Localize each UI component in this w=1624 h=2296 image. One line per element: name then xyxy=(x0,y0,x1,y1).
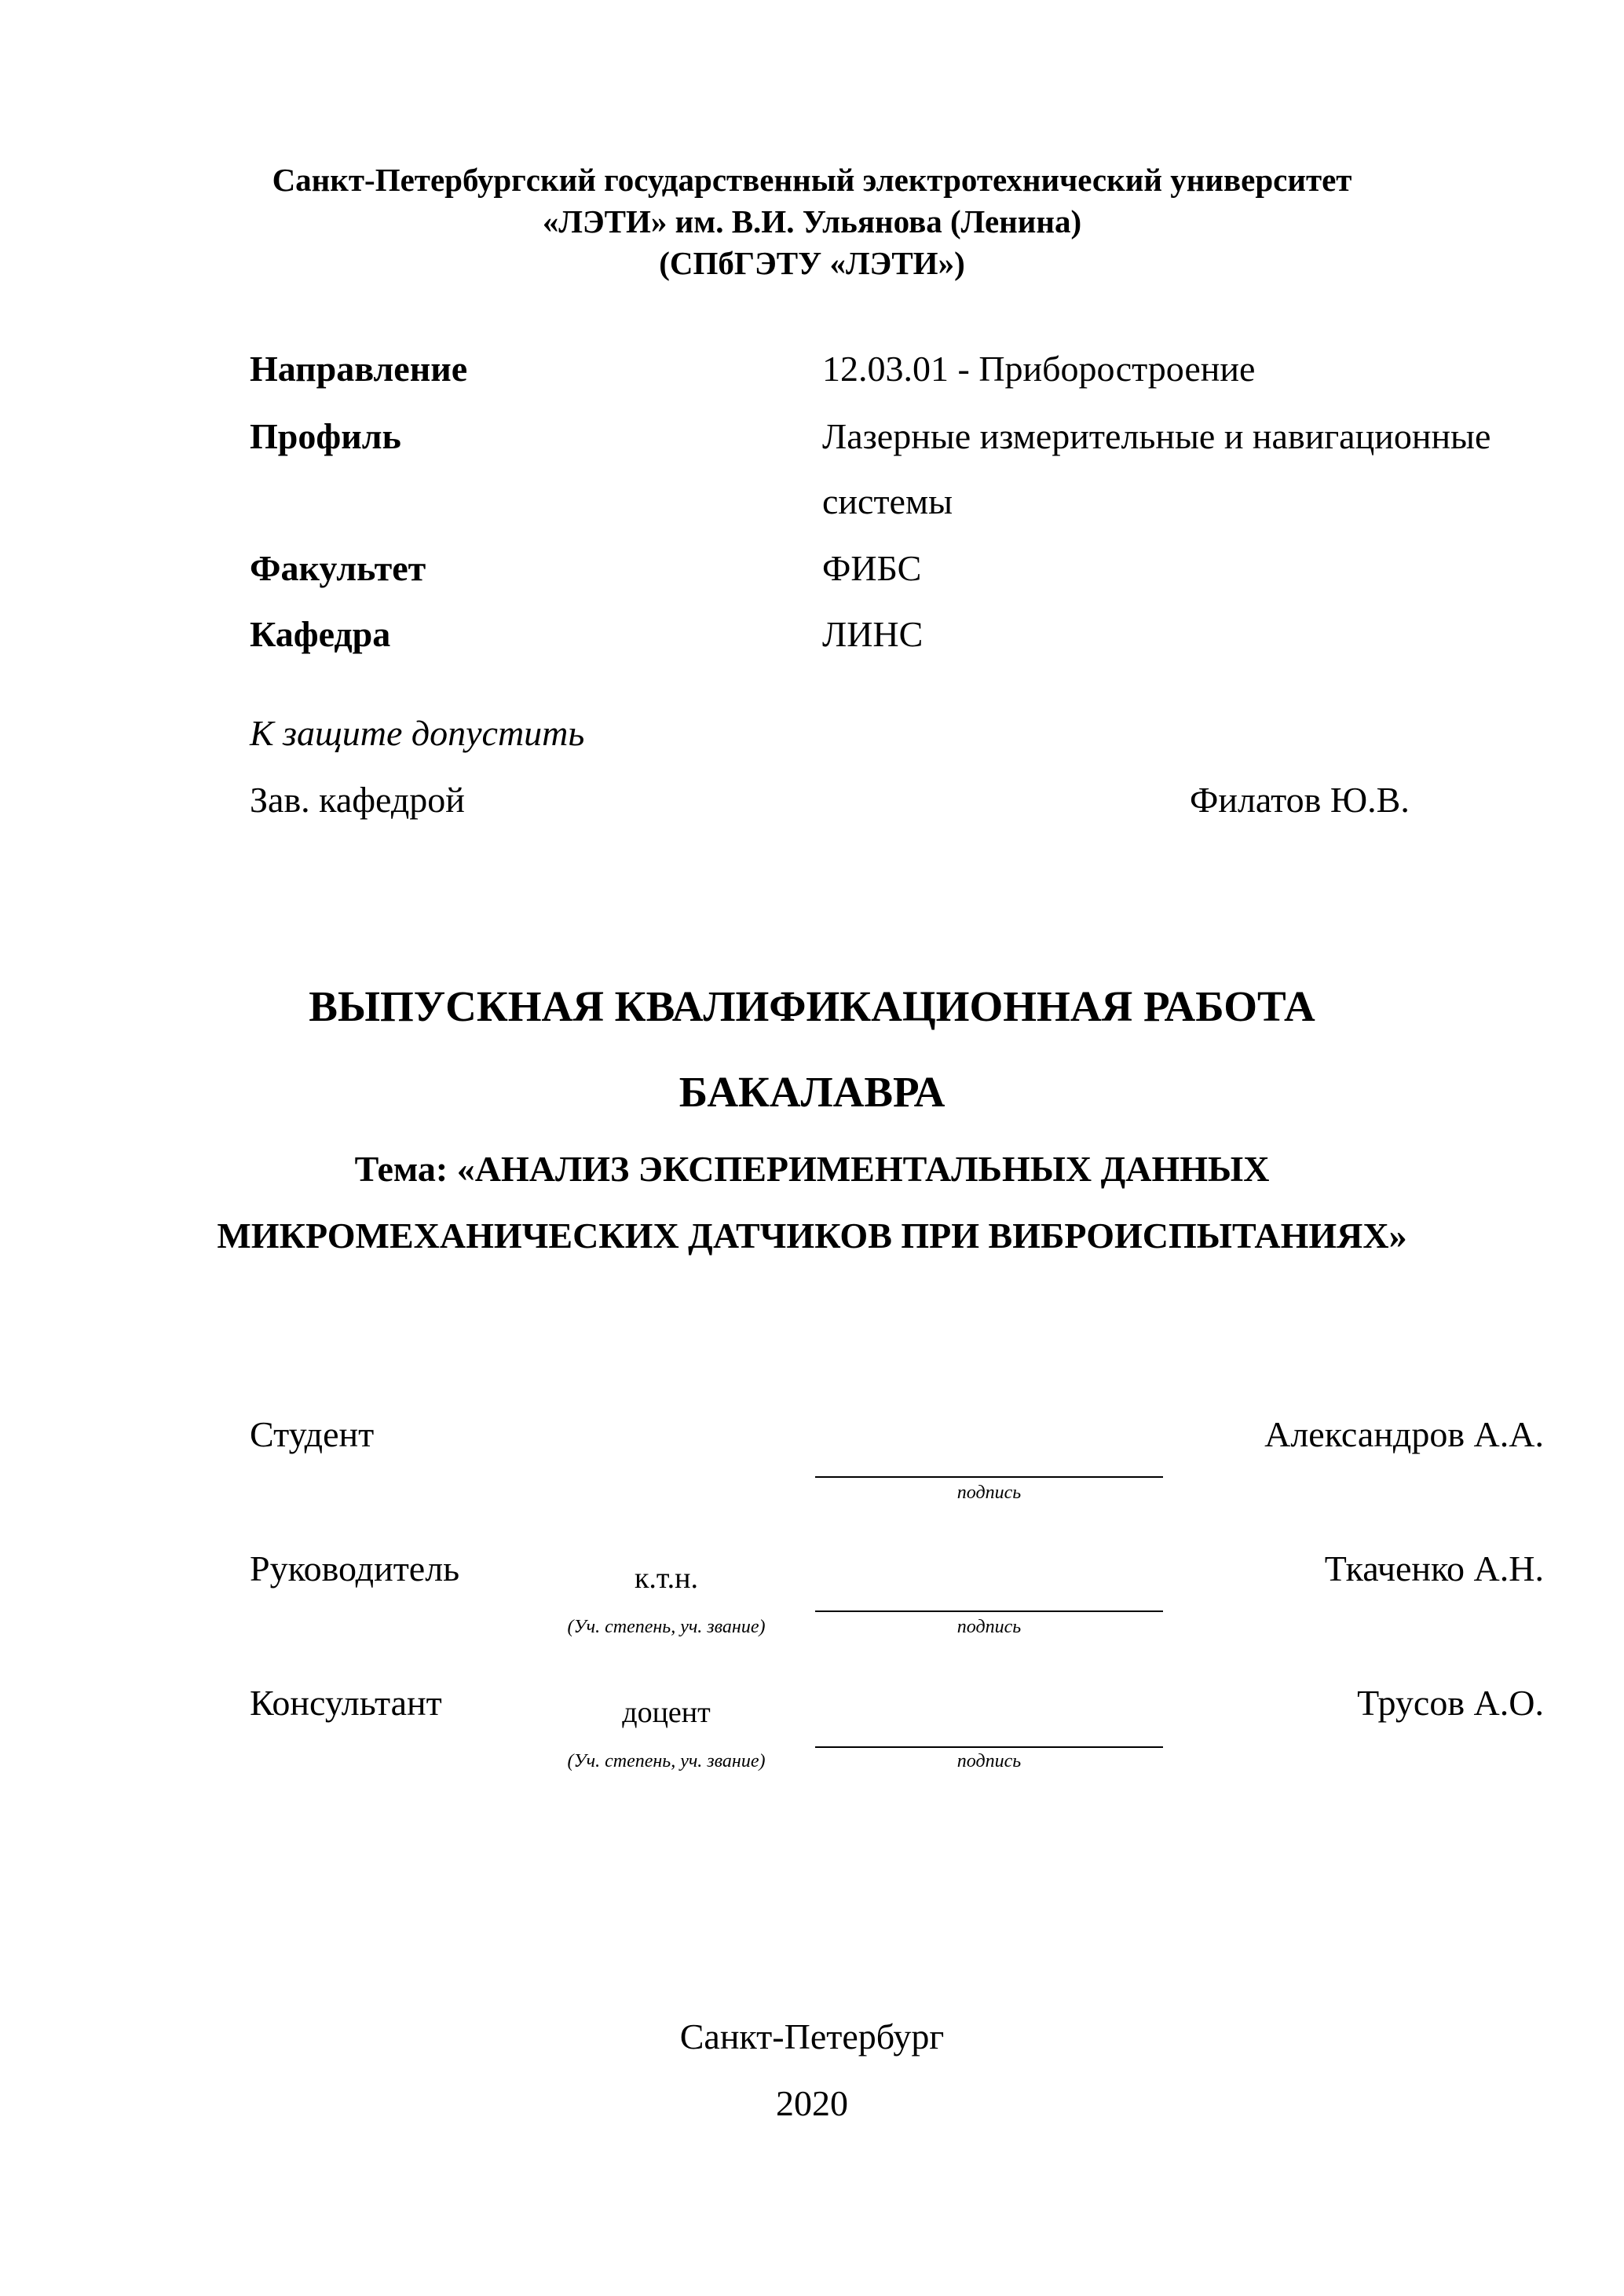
city: Санкт-Петербург xyxy=(679,2016,945,2057)
signature-caption: подпись xyxy=(956,1483,1022,1503)
signature-caption: подпись xyxy=(956,1617,1022,1637)
signature-line xyxy=(815,1610,1163,1612)
consultant-name: Трусов А.О. xyxy=(1357,1683,1544,1723)
supervisor-degree: к.т.н. xyxy=(634,1562,699,1595)
supervisor-name: Ткаченко А.Н. xyxy=(1324,1548,1544,1589)
approval-note: К защите допустить xyxy=(250,713,585,753)
university-name: Санкт-Петербургский государственный электротехнический университет xyxy=(272,162,1352,198)
direction-label: Направление xyxy=(250,349,468,389)
profile-label: Профиль xyxy=(250,416,401,456)
signature-caption: подпись xyxy=(956,1751,1022,1771)
department-value: ЛИНС xyxy=(822,614,924,654)
degree-caption: (Уч. степень, уч. звание) xyxy=(567,1617,766,1637)
approval-role: Зав. кафедрой xyxy=(250,780,465,820)
topic-line2: МИКРОМЕХАНИЧЕСКИХ ДАТЧИКОВ ПРИ ВИБРОИСПЫТАНИЯХ» xyxy=(217,1216,1407,1256)
profile-value-cont: системы xyxy=(822,481,953,521)
faculty-value: ФИБС xyxy=(822,548,922,588)
student-name: Александров А.А. xyxy=(1264,1414,1544,1454)
consultant-role: Консультант xyxy=(250,1683,442,1723)
faculty-label: Факультет xyxy=(250,548,426,588)
consultant-degree: доцент xyxy=(622,1696,711,1729)
approval-name: Филатов Ю.В. xyxy=(1190,780,1410,820)
university-name-line2: «ЛЭТИ» им. В.И. Ульянова (Ленина) xyxy=(542,203,1082,239)
title-line2: БАКАЛАВРА xyxy=(678,1068,946,1116)
department-label: Кафедра xyxy=(250,614,391,654)
year: 2020 xyxy=(776,2083,848,2123)
university-abbrev: (СПбГЭТУ «ЛЭТИ») xyxy=(659,245,965,281)
topic-line1: Тема: «АНАЛИЗ ЭКСПЕРИМЕНТАЛЬНЫХ ДАННЫХ xyxy=(354,1149,1270,1189)
student-role: Студент xyxy=(250,1414,375,1454)
title-line1: ВЫПУСКНАЯ КВАЛИФИКАЦИОННАЯ РАБОТА xyxy=(309,982,1315,1030)
degree-caption: (Уч. степень, уч. звание) xyxy=(567,1751,766,1771)
direction-value: 12.03.01 - Приборостроение xyxy=(822,349,1256,389)
profile-value: Лазерные измерительные и навигационные xyxy=(822,416,1491,456)
supervisor-role: Руководитель xyxy=(250,1548,460,1589)
signature-line xyxy=(815,1746,1163,1748)
signature-line xyxy=(815,1476,1163,1478)
